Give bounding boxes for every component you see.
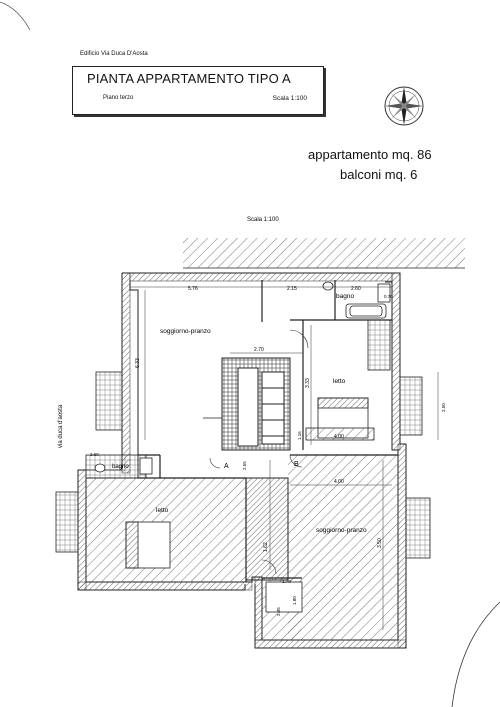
dim-162: 1.62 [263, 542, 269, 552]
dim-260b: 2.60 [90, 452, 99, 457]
dim-250: 2.50 [441, 403, 446, 412]
plan-scale: Scala 1:100 [247, 217, 279, 223]
dim-333: 3.33 [305, 378, 311, 388]
dim-260: 2.60 [351, 286, 361, 292]
title-scale: Scala 1:100 [272, 95, 307, 102]
bath-fixtures-top [323, 282, 390, 370]
room-label-bedroom-left: letto [156, 507, 169, 514]
dim-170: 1.70 [282, 579, 291, 584]
dim-255: 2.55 [242, 461, 247, 470]
bed-left [126, 522, 170, 568]
room-label-bedroom-right: letto [333, 378, 346, 385]
page-edge-arc [440, 600, 500, 707]
neighbour-hatch [183, 238, 465, 268]
page-edge-arc-top [0, 0, 40, 40]
dim-576: 5.76 [188, 286, 198, 292]
room-label-living-top: soggiorno-pranzo [160, 328, 211, 335]
room-label-bath-top: bagno [336, 293, 355, 300]
room-label-bath-left: bagno [112, 464, 129, 470]
balcony-area: balconi mq. 6 [340, 167, 418, 182]
stair-label-a: A [224, 463, 229, 470]
floor-label: Piano terzo [103, 95, 134, 101]
page-title: PIANTA APPARTAMENTO TIPO A [87, 71, 291, 86]
dim-4-bottom: 4.00 [334, 479, 344, 485]
dim-235: 2.35 [276, 607, 281, 616]
dim-215: 2.15 [287, 286, 297, 292]
stair-label-b: B [294, 461, 299, 468]
building-name: Edificio Via Duca D'Aosta [80, 51, 148, 57]
dim-4-right: 4.00 [334, 434, 344, 440]
dim-070: 0.70 [384, 294, 393, 299]
dim-180: 1.80 [292, 596, 297, 605]
street-label: via duca d'aosta [58, 404, 64, 448]
dim-115: 1.15 [297, 431, 302, 440]
room-label-living-bottom: soggiorno-pranzo [316, 527, 367, 534]
dim-350: 3.50 [377, 538, 383, 548]
dim-270: 2.70 [254, 347, 264, 353]
dim-633: 6.33 [135, 358, 141, 368]
apartment-area: appartamento mq. 86 [308, 147, 432, 162]
